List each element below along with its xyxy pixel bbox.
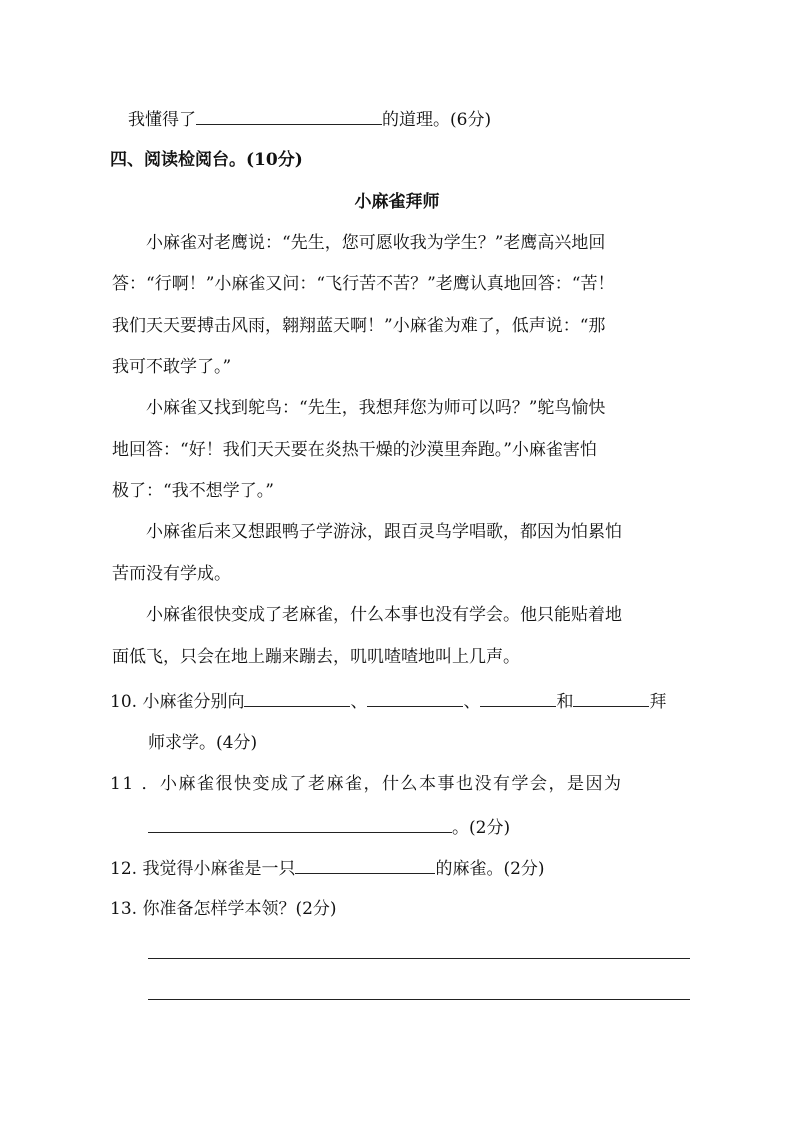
- q12-number: 12.: [110, 859, 138, 879]
- question-12: [110, 855, 794, 881]
- q10-sep-2: 、: [463, 692, 481, 712]
- q11-answer-row: [148, 814, 794, 840]
- q10-number: 10.: [110, 692, 138, 712]
- passage-line: 小麻雀又找到鸵鸟：“先生，我想拜您为师可以吗？”鸵鸟愉快: [146, 398, 606, 418]
- passage-line: 面低飞，只会在地上蹦来蹦去，叽叽喳喳地叫上几声。: [112, 647, 520, 667]
- q10-sep-1: 、: [350, 692, 368, 712]
- section-heading: 四、阅读检阅台。(10分): [110, 150, 303, 170]
- q12-end: 的麻雀。(2分): [435, 859, 545, 879]
- q13-answer-line-2[interactable]: [148, 999, 690, 1000]
- q12-text: 我觉得小麻雀是一只: [142, 859, 296, 879]
- passage-line: 我可不敢学了。”: [112, 357, 232, 377]
- question-11: [110, 772, 794, 796]
- q10-blank-2[interactable]: [367, 688, 463, 707]
- top-fill-line: [128, 106, 794, 132]
- question-10: [110, 688, 794, 714]
- q10-continuation: 师求学。(4分): [148, 733, 258, 753]
- passage-line: 答：“行啊！”小麻雀又问：“飞行苦不苦？”老鹰认真地回答：“苦！: [112, 274, 615, 294]
- passage-line: 苦而没有学成。: [112, 564, 231, 584]
- passage-line: 小麻雀对老鹰说：“先生，您可愿收我为学生？”老鹰高兴地回: [146, 233, 606, 253]
- passage-line: 我们天天要搏击风雨，翱翔蓝天啊！”小麻雀为难了，低声说：“那: [112, 316, 606, 336]
- passage-title: 小麻雀拜师: [354, 192, 440, 212]
- q10-end: 拜: [649, 692, 667, 712]
- q11-end: 。(2分): [452, 818, 511, 838]
- q13-text: 你准备怎样学本领？(2分): [142, 899, 337, 919]
- q13-number: 13.: [110, 899, 138, 919]
- q11-number: 11: [110, 774, 135, 794]
- top-blank[interactable]: [196, 106, 382, 125]
- q10-blank-4[interactable]: [573, 688, 649, 707]
- passage-line: 地回答：“好！我们天天要在炎热干燥的沙漠里奔跑。”小麻雀害怕: [112, 440, 597, 460]
- q11-blank[interactable]: [148, 814, 452, 833]
- question-13: [110, 897, 794, 921]
- passage-line: 极了：“我不想学了。”: [112, 481, 274, 501]
- q13-answer-line-1[interactable]: [148, 958, 690, 959]
- q12-blank[interactable]: [295, 855, 435, 874]
- q11-text: ．小麻雀很快变成了老麻雀，什么本事也没有学会，是因为: [141, 774, 623, 794]
- passage-line: 小麻雀很快变成了老麻雀，什么本事也没有学会。他只能贴着地: [146, 605, 622, 625]
- top-line-after: 的道理。(6分): [382, 110, 492, 130]
- q10-sep-3: 和: [556, 692, 574, 712]
- q10-text: 小麻雀分别向: [142, 692, 245, 712]
- top-line-before: 我懂得了: [128, 110, 196, 130]
- q10-blank-1[interactable]: [244, 688, 350, 707]
- q10-blank-3[interactable]: [480, 688, 556, 707]
- passage-line: 小麻雀后来又想跟鸭子学游泳，跟百灵鸟学唱歌，都因为怕累怕: [146, 522, 622, 542]
